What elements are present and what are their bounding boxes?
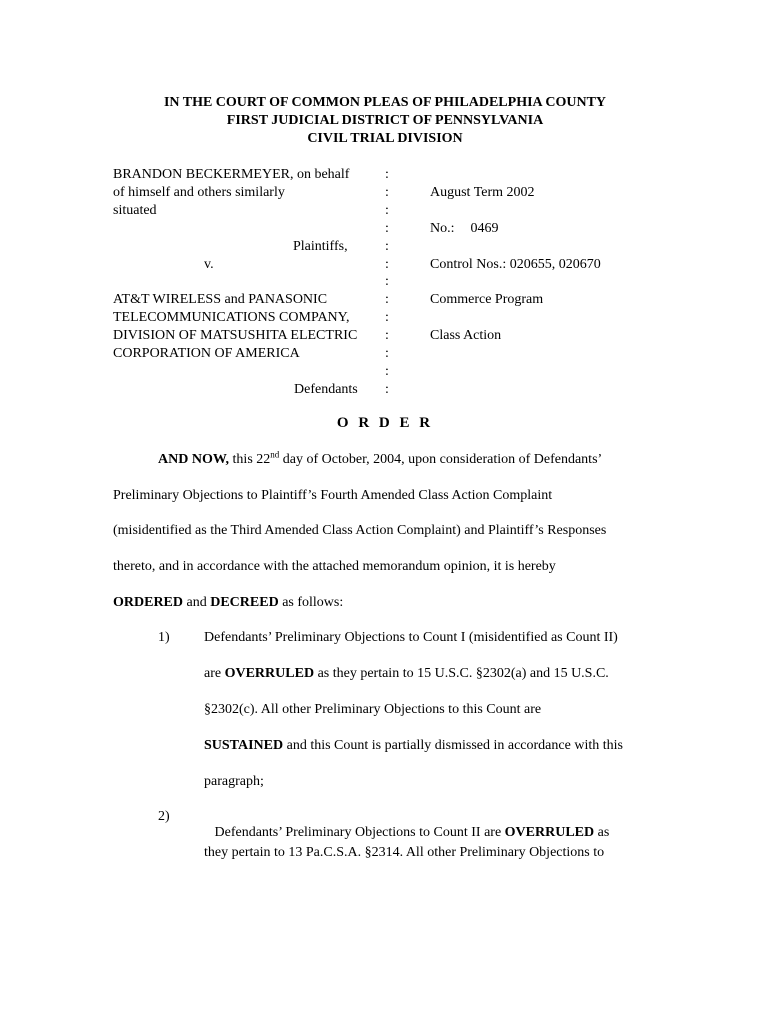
case-number xyxy=(430,220,499,238)
sustained: SUSTAINED xyxy=(204,738,284,753)
caption-colon: : xyxy=(385,274,389,289)
plaintiffs-label: Plaintiffs, xyxy=(293,239,348,254)
order-line-2: Preliminary Objections to Plaintiff’s Fourth Amended Class Action Complaint xyxy=(113,488,553,503)
defendant-line-2: TELECOMMUNICATIONS COMPANY, xyxy=(113,310,350,325)
item-2-text: Defendants’ Preliminary Objections to Count II are xyxy=(211,825,505,840)
defendants-label: Defendants xyxy=(294,382,358,397)
caption-colon: : xyxy=(385,203,389,218)
defendant-line-4: CORPORATION OF AMERICA xyxy=(113,346,300,361)
versus: v. xyxy=(204,257,214,272)
order-intro xyxy=(158,449,603,468)
caption-colon: : xyxy=(385,364,389,379)
intro-text-a: this 22 xyxy=(229,452,271,467)
item-2-text: as xyxy=(594,825,610,840)
control-numbers: Control Nos.: 020655, 020670 xyxy=(430,257,601,272)
and-text: and xyxy=(183,595,211,610)
term: August Term 2002 xyxy=(430,185,535,200)
plaintiff-line-2: of himself and others similarly xyxy=(113,185,285,200)
caption-colon: : xyxy=(385,167,389,182)
ordered: ORDERED xyxy=(113,595,184,610)
caption-colon: : xyxy=(385,292,389,307)
caption-colon: : xyxy=(385,221,389,236)
ordinal-suffix: nd xyxy=(270,449,280,460)
item-2-line-2: they pertain to 13 Pa.C.S.A. §2314. All other Preliminary Objections to xyxy=(204,845,605,860)
case-number-value: 0469 xyxy=(470,221,499,236)
defendant-line-3: DIVISION OF MATSUSHITA ELECTRIC xyxy=(113,328,358,343)
action-type: Class Action xyxy=(430,328,502,343)
order-decree xyxy=(113,595,343,611)
plaintiff-line-3: situated xyxy=(113,203,157,218)
item-1-text: and this Count is partially dismissed in accordance with this xyxy=(283,738,623,753)
item-1-text: as they pertain to 15 U.S.C. §2302(a) and 15 U.S.C. xyxy=(314,666,609,681)
item-1-text: are xyxy=(204,666,225,681)
court-name: IN THE COURT OF COMMON PLEAS OF PHILADELPHIA COUNTY xyxy=(163,95,607,110)
judicial-district: FIRST JUDICIAL DISTRICT OF PENNSYLVANIA xyxy=(226,113,544,128)
decreed: DECREED xyxy=(210,595,279,610)
intro-text-b: day of October, 2004, upon consideration of Defendants’ xyxy=(279,452,603,467)
and-now: AND NOW, xyxy=(158,452,230,467)
as-follows: as follows: xyxy=(278,595,344,610)
overruled: OVERRULED xyxy=(504,825,595,840)
overruled: OVERRULED xyxy=(224,666,315,681)
caption-colon: : xyxy=(385,185,389,200)
program: Commerce Program xyxy=(430,292,544,307)
order-line-4: thereto, and in accordance with the attached memorandum opinion, it is hereby xyxy=(113,559,556,574)
item-2-line-1 xyxy=(204,809,609,841)
plaintiff-line-1: BRANDON BECKERMEYER, on behalf xyxy=(113,167,350,182)
caption-colon: : xyxy=(385,310,389,325)
caption-colon: : xyxy=(385,257,389,272)
caption-colon: : xyxy=(385,239,389,254)
item-1-line-1: Defendants’ Preliminary Objections to Count I (misidentified as Count II) xyxy=(204,630,618,645)
caption-colon: : xyxy=(385,382,389,397)
defendant-line-1: AT&T WIRELESS and PANASONIC xyxy=(113,292,328,307)
item-1-line-5: paragraph; xyxy=(204,774,264,789)
order-title: O R D E R xyxy=(336,415,434,431)
item-1-line-4 xyxy=(204,738,623,754)
item-1-line-2 xyxy=(204,666,609,682)
division: CIVIL TRIAL DIVISION xyxy=(307,131,463,146)
item-1-line-3: §2302(c). All other Preliminary Objections to this Count are xyxy=(204,702,542,717)
case-number-label: No.: xyxy=(430,221,455,236)
caption-colon: : xyxy=(385,346,389,361)
order-line-3: (misidentified as the Third Amended Class Action Complaint) and Plaintiff’s Responses xyxy=(113,523,607,538)
item-2-number: 2) xyxy=(158,809,170,824)
item-1-number: 1) xyxy=(158,630,170,645)
caption-colon: : xyxy=(385,328,389,343)
